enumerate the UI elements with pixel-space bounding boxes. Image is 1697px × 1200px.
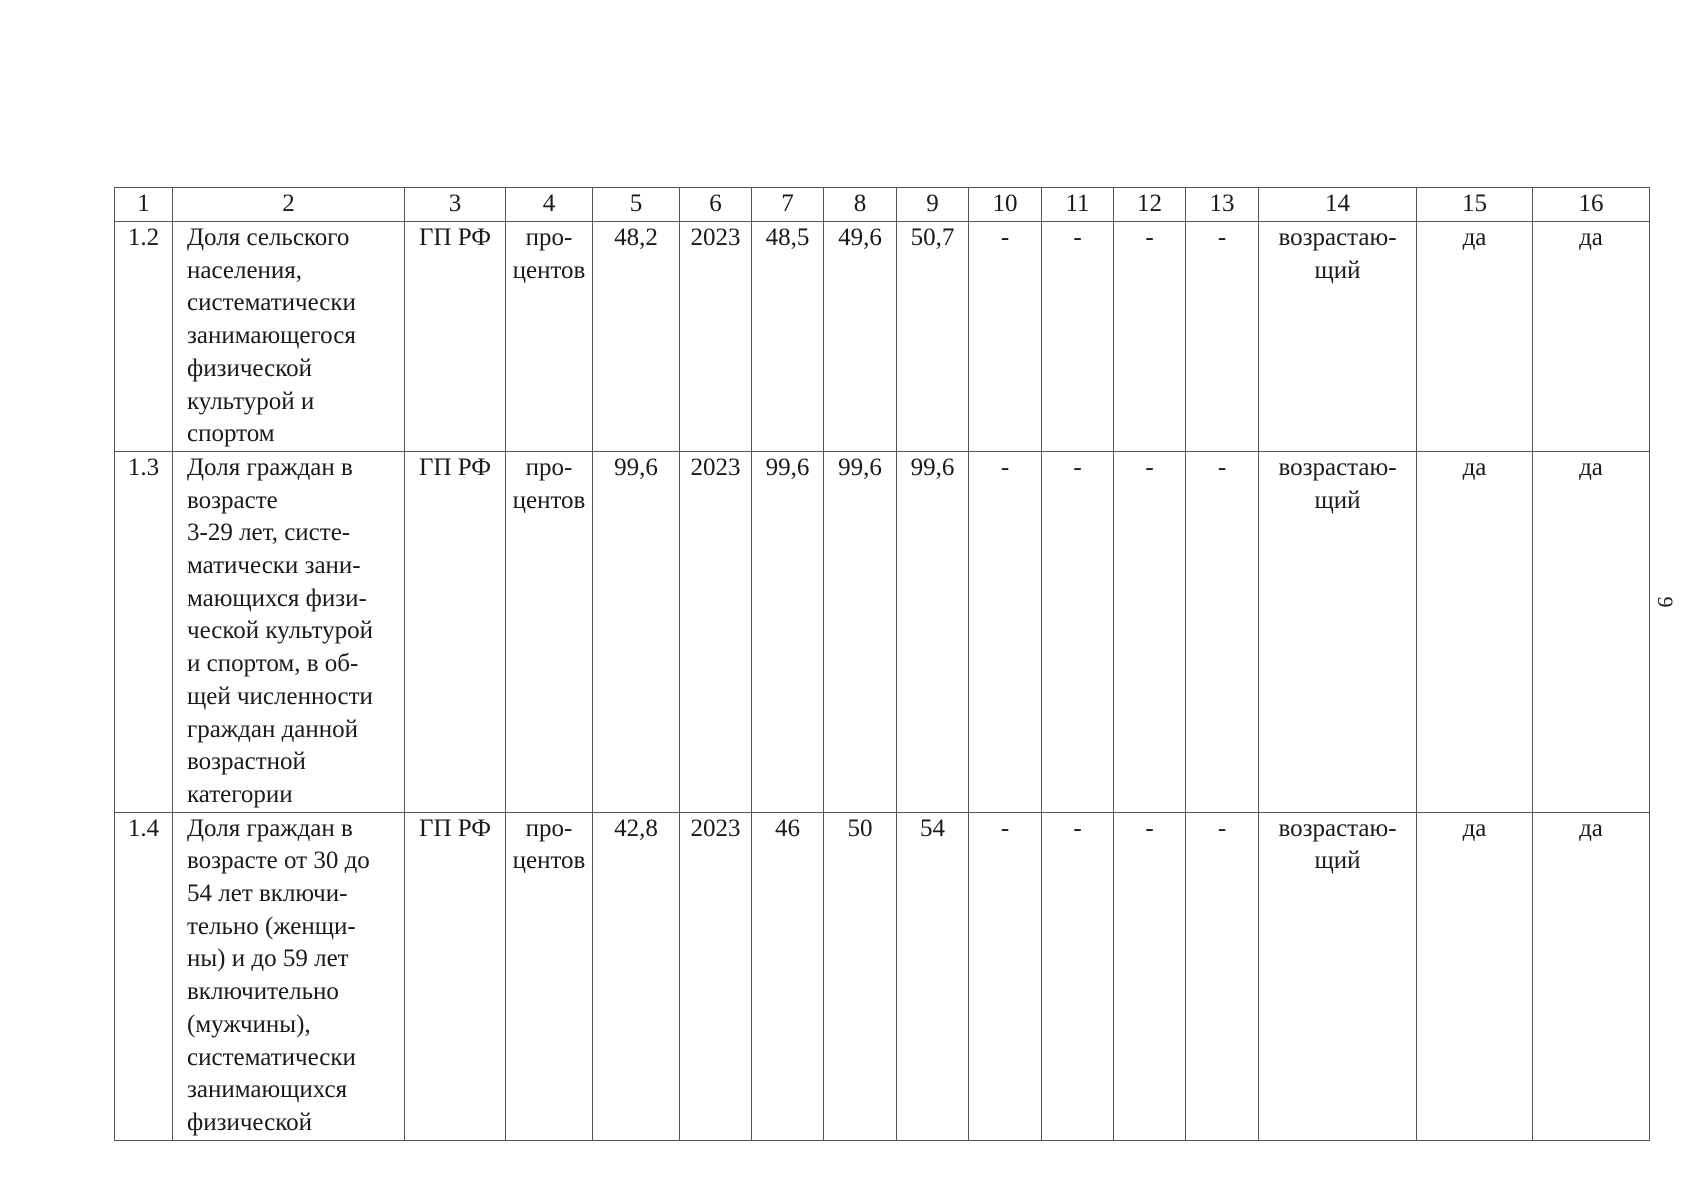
value-cell: - xyxy=(1042,222,1114,452)
value-cell: - xyxy=(1186,812,1259,1140)
source-cell: ГП РФ xyxy=(405,451,506,812)
flag-cell: да xyxy=(1533,451,1650,812)
flag-cell: да xyxy=(1417,451,1533,812)
value-cell: - xyxy=(1114,812,1186,1140)
header-cell: 4 xyxy=(506,188,593,222)
row-number: 1.2 xyxy=(115,222,173,452)
value-cell: 99,6 xyxy=(824,451,897,812)
flag-cell: да xyxy=(1417,222,1533,452)
value-cell: - xyxy=(969,812,1042,1140)
table-row xyxy=(115,451,1650,812)
trend-cell: возрастаю- щий xyxy=(1259,451,1417,812)
value-cell: 49,6 xyxy=(824,222,897,452)
value-cell: - xyxy=(969,222,1042,452)
header-cell: 6 xyxy=(680,188,752,222)
header-cell: 9 xyxy=(897,188,969,222)
header-cell: 16 xyxy=(1533,188,1650,222)
value-cell: - xyxy=(1042,812,1114,1140)
trend-cell: возрастаю- щий xyxy=(1259,222,1417,452)
flag-cell: да xyxy=(1417,812,1533,1140)
header-cell: 8 xyxy=(824,188,897,222)
unit-cell: про- центов xyxy=(506,812,593,1140)
header-cell: 1 xyxy=(115,188,173,222)
row-number: 1.4 xyxy=(115,812,173,1140)
value-cell: - xyxy=(1186,222,1259,452)
flag-cell: да xyxy=(1533,222,1650,452)
value-cell: - xyxy=(969,451,1042,812)
value-cell: 54 xyxy=(897,812,969,1140)
value-cell: 46 xyxy=(752,812,824,1140)
trend-cell: возрастаю- щий xyxy=(1259,812,1417,1140)
value-cell: 48,5 xyxy=(752,222,824,452)
source-cell: ГП РФ xyxy=(405,812,506,1140)
value-cell: 50,7 xyxy=(897,222,969,452)
indicator-name: Доля граждан в возрасте от 30 до 54 лет включи- тельно (женщи- ны) и до 59 лет включительно (мужчины), систематически занимающихся физической xyxy=(173,812,405,1140)
table-row xyxy=(115,222,1650,452)
unit-cell: про- центов xyxy=(506,222,593,452)
value-cell: - xyxy=(1186,451,1259,812)
base-year-cell: 2023 xyxy=(680,222,752,452)
indicators-table xyxy=(114,187,1650,1141)
value-cell: - xyxy=(1114,222,1186,452)
header-cell: 7 xyxy=(752,188,824,222)
header-cell: 14 xyxy=(1259,188,1417,222)
header-cell: 13 xyxy=(1186,188,1259,222)
indicator-name: Доля сельского населения, систематически занимающегося физической культурой и спортом xyxy=(173,222,405,452)
page-number: 9 xyxy=(1653,596,1678,608)
base-year-cell: 2023 xyxy=(680,451,752,812)
table-row xyxy=(115,812,1650,1140)
base-year-cell: 2023 xyxy=(680,812,752,1140)
indicator-name: Доля граждан в возрасте 3-29 лет, систе- матически зани- мающихся физи- ческой культурой и спортом, в об- щей численности граждан данной возрастной категории xyxy=(173,451,405,812)
value-cell: - xyxy=(1114,451,1186,812)
value-cell: 99,6 xyxy=(752,451,824,812)
header-cell: 12 xyxy=(1114,188,1186,222)
unit-cell: про- центов xyxy=(506,451,593,812)
header-cell: 5 xyxy=(593,188,680,222)
base-value-cell: 48,2 xyxy=(593,222,680,452)
column-number-row xyxy=(115,188,1650,222)
value-cell: 99,6 xyxy=(897,451,969,812)
row-number: 1.3 xyxy=(115,451,173,812)
value-cell: - xyxy=(1042,451,1114,812)
header-cell: 11 xyxy=(1042,188,1114,222)
header-cell: 10 xyxy=(969,188,1042,222)
value-cell: 50 xyxy=(824,812,897,1140)
base-value-cell: 42,8 xyxy=(593,812,680,1140)
header-cell: 15 xyxy=(1417,188,1533,222)
flag-cell: да xyxy=(1533,812,1650,1140)
source-cell: ГП РФ xyxy=(405,222,506,452)
base-value-cell: 99,6 xyxy=(593,451,680,812)
header-cell: 2 xyxy=(173,188,405,222)
header-cell: 3 xyxy=(405,188,506,222)
